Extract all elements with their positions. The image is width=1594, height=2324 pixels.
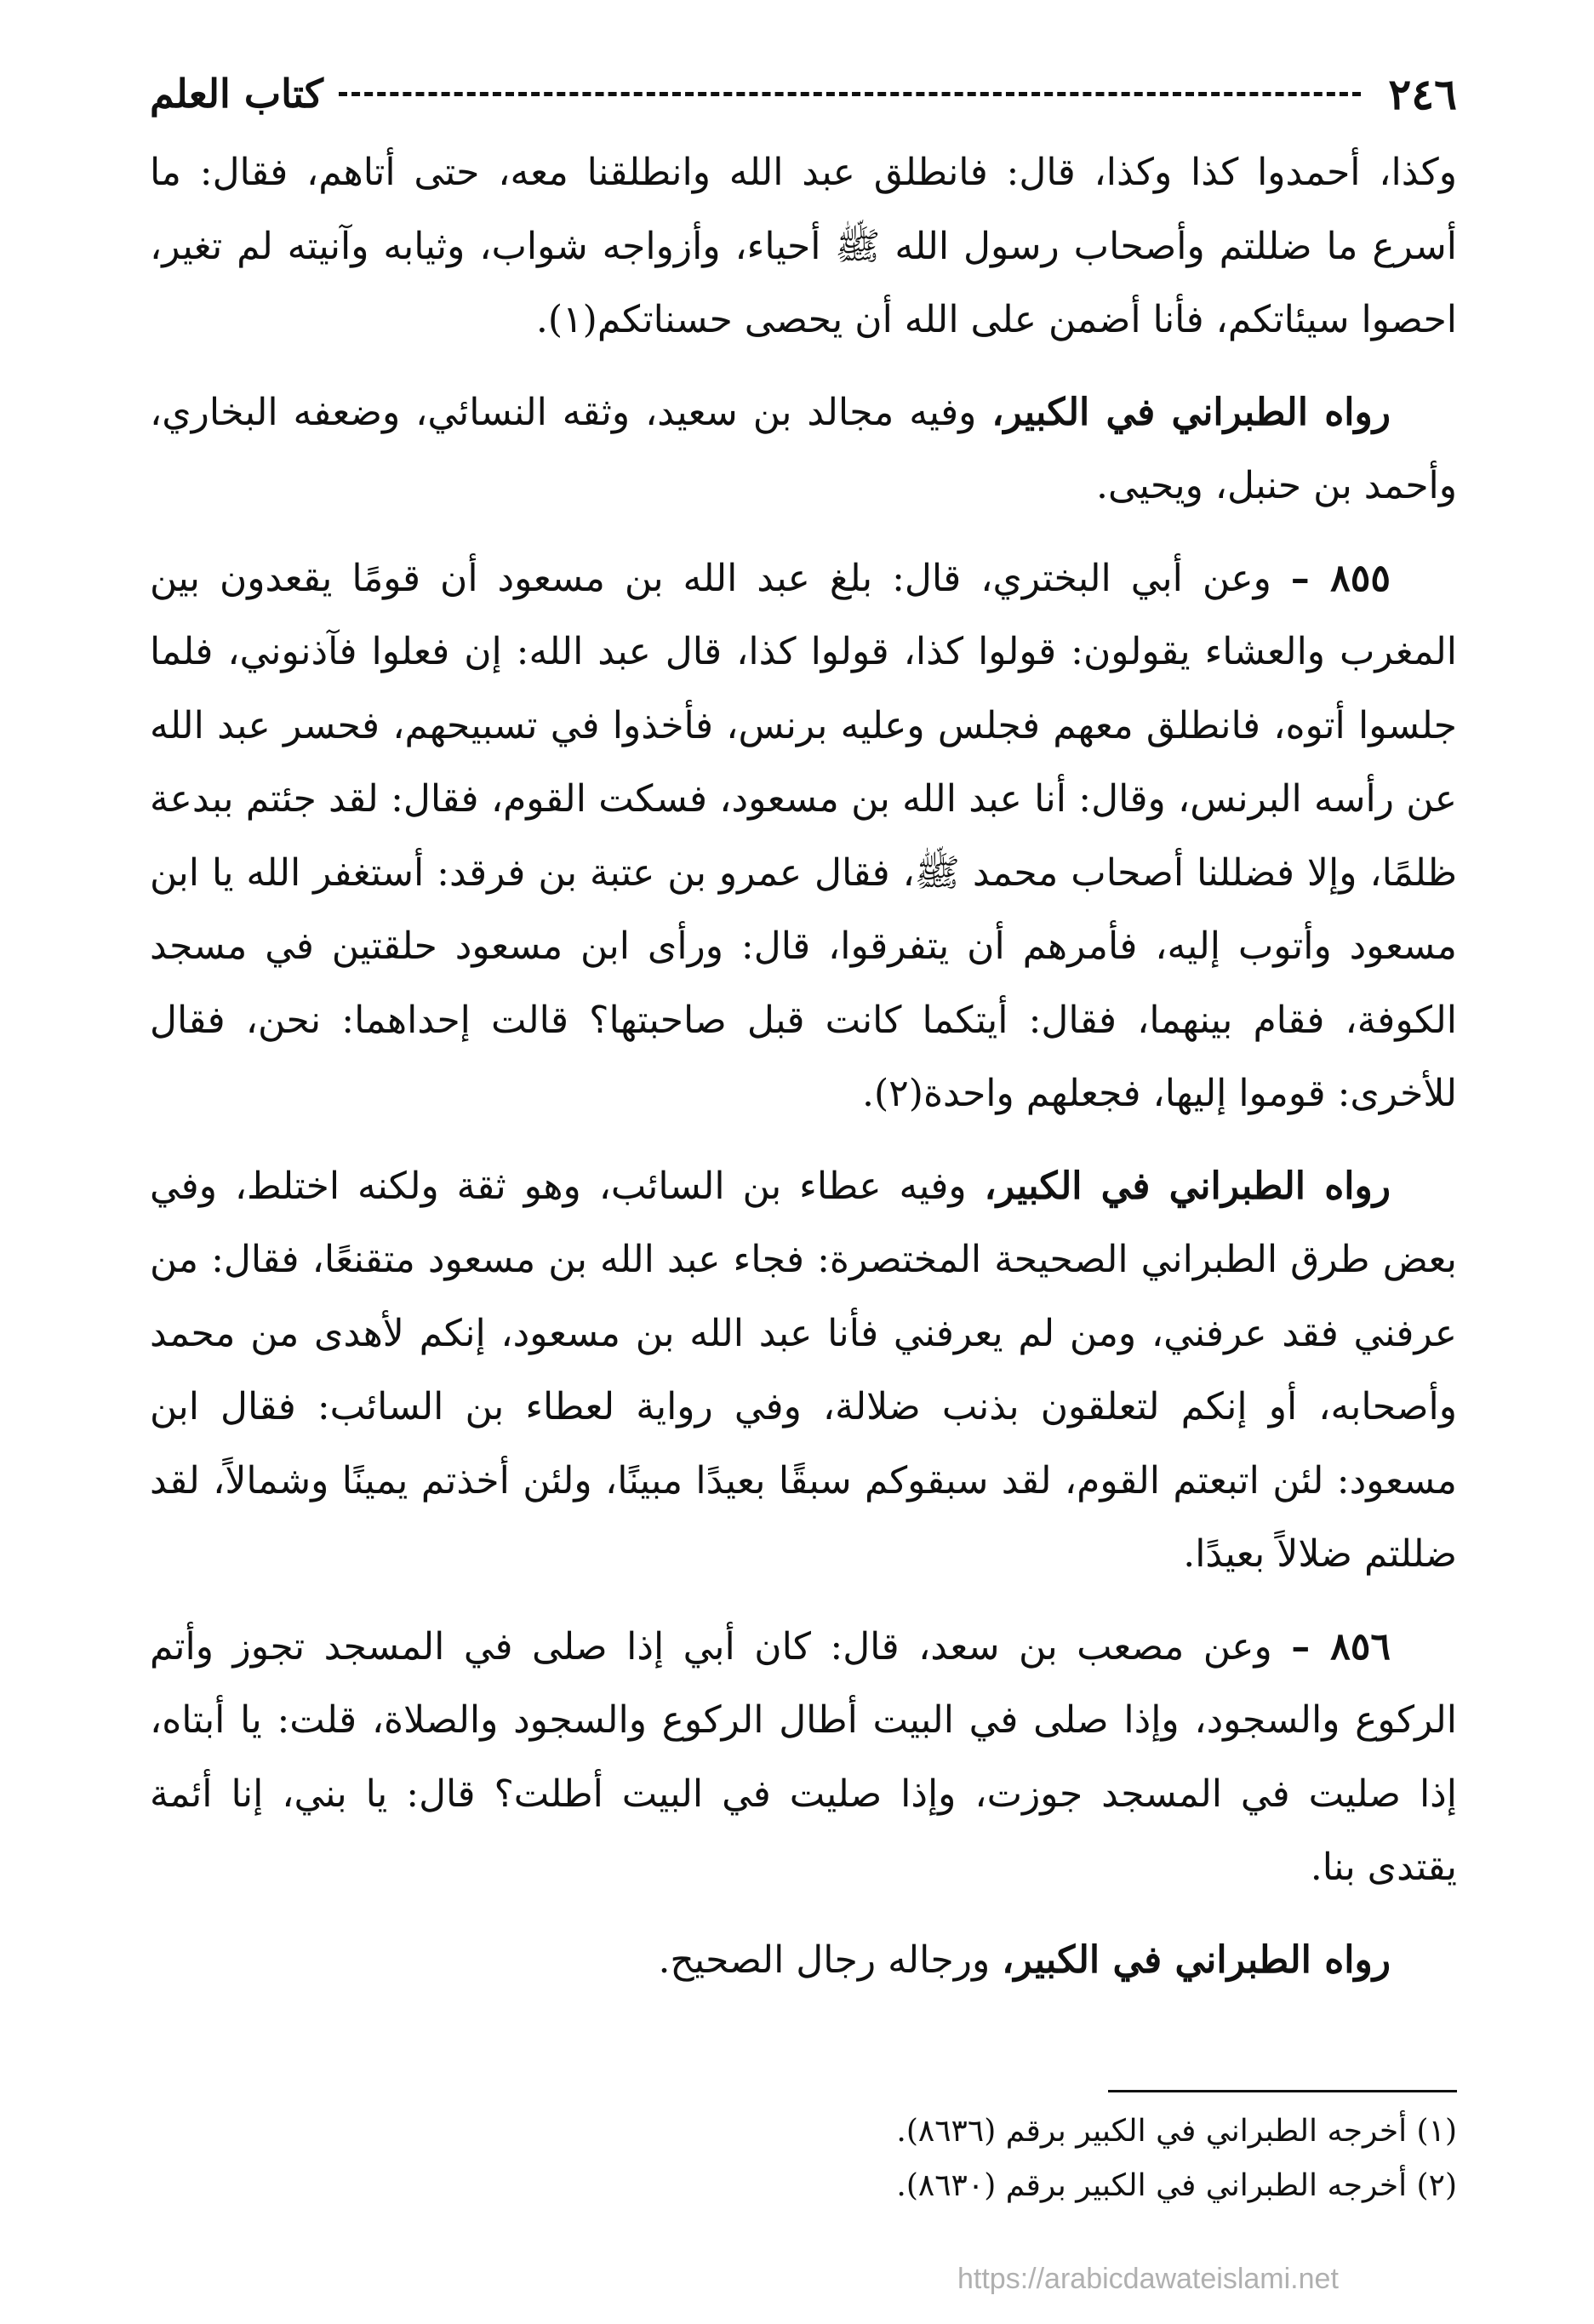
paragraph-text: وفيه مجالد بن سعيد، وثقه النسائي، وضعفه البخاري، وأحمد بن حنبل، ويحيى.	[150, 390, 1457, 507]
footnote-rule	[1108, 2090, 1457, 2092]
paragraph-text: وكذا، أحمدوا كذا وكذا، قال: فانطلق عبد الله وانطلقنا معه، حتى أتاهم، فقال: ما أسرع ما ضللتم وأصحاب رسول الله ﷺ أحياء، وأزواجه شواب، وثيابه وآنيته لم تغير، احصوا سيئاتكم، فأنا أضمن على الله أن يحصى حسناتكم(١).	[150, 151, 1457, 341]
hadith-number: ٨٥٦ –	[1291, 1624, 1391, 1669]
body-text	[150, 136, 1457, 1997]
paragraph-text: وعن أبي البختري، قال: بلغ عبد الله بن مسعود أن قومًا يقعدون بين المغرب والعشاء يقولون: قولوا كذا، قولوا كذا، قال عبد الله: إن فعلوا فآذنوني، فلما جلسوا أتوه، فانطلق معهم فجلس وعليه برنس، فأخذوا في تسبيحهم، فحسر عبد الله عن رأسه البرنس، وقال: أنا عبد الله بن مسعود، فسكت القوم، فقال: لقد جئتم ببدعة ظلمًا، وإلا فضللنا أصحاب محمد ﷺ، فقال عمرو بن عتبة بن فرقد: أستغفر الله يا ابن مسعود وأتوب إليه، فأمرهم أن يتفرقوا، قال: ورأى ابن مسعود حلقتين في مسجد الكوفة، فقام بينهما، فقال: أيتكما كانت قبل صاحبتها؟ قالت إحداهما: نحن، فقال للأخرى: قوموا إليها، فجعلهم واحدة(٢).	[150, 556, 1457, 1115]
paragraph-narration-note	[150, 1150, 1457, 1592]
hadith-855	[150, 542, 1457, 1131]
footnote-1: (١) أخرجه الطبراني في الكبير برقم (٨٦٣٦).	[896, 2114, 1457, 2149]
footnotes	[150, 2090, 1457, 2213]
narration-source: رواه الطبراني في الكبير،	[991, 390, 1391, 434]
paragraph-narration-note	[150, 376, 1457, 524]
paragraph-text: وفيه عطاء بن السائب، وهو ثقة ولكنه اختلط، وفي بعض طرق الطبراني الصحيحة المختصرة: فجاء عبد الله بن مسعود متقنعًا، فقال: من عرفني فقد عرفني، ومن لم يعرفني فأنا عبد الله بن مسعود، إنكم لأهدى من محمد وأصحابه، أو إنكم لتعلقون بذنب ضلالة، وفي رواية لعطاء بن السائب: فقال ابن مسعود: لئن اتبعتم القوم، لقد سبقوكم سبقًا بعيدًا مبينًا، ولئن أخذتم يمينًا وشمالاً، لقد ضللتم ضلالاً بعيدًا.	[150, 1164, 1457, 1576]
footnote-2: (٢) أخرجه الطبراني في الكبير برقم (٨٦٣٠).	[896, 2168, 1457, 2203]
paragraph-text: ورجاله رجال الصحيح.	[658, 1938, 1003, 1982]
hadith-number: ٨٥٥ –	[1290, 556, 1391, 600]
paragraph-continuation	[150, 136, 1457, 358]
paragraph-narration-note	[150, 1924, 1457, 1998]
hadith-856	[150, 1611, 1457, 1905]
page-number: ٢٤٦	[1388, 68, 1457, 119]
narration-source: رواه الطبراني في الكبير،	[984, 1164, 1391, 1208]
header-dashed-rule	[339, 92, 1361, 96]
paragraph-text: وعن مصعب بن سعد، قال: كان أبي إذا صلى في المسجد تجوز وأتم الركوع والسجود، وإذا صلى في البيت أطال الركوع والسجود والصلاة، قلت: يا أبتاه، إذا صليت في المسجد جوزت، وإذا صليت في البيت أطلت؟ قال: يا بني، إنا أئمة يقتدى بنا.	[150, 1624, 1457, 1889]
book-title: كتاب العلم	[150, 71, 323, 117]
narration-source: رواه الطبراني في الكبير،	[1002, 1938, 1391, 1982]
watermark-url: https://arabicdawateislami.net	[957, 2263, 1339, 2295]
page-header	[150, 60, 1457, 128]
